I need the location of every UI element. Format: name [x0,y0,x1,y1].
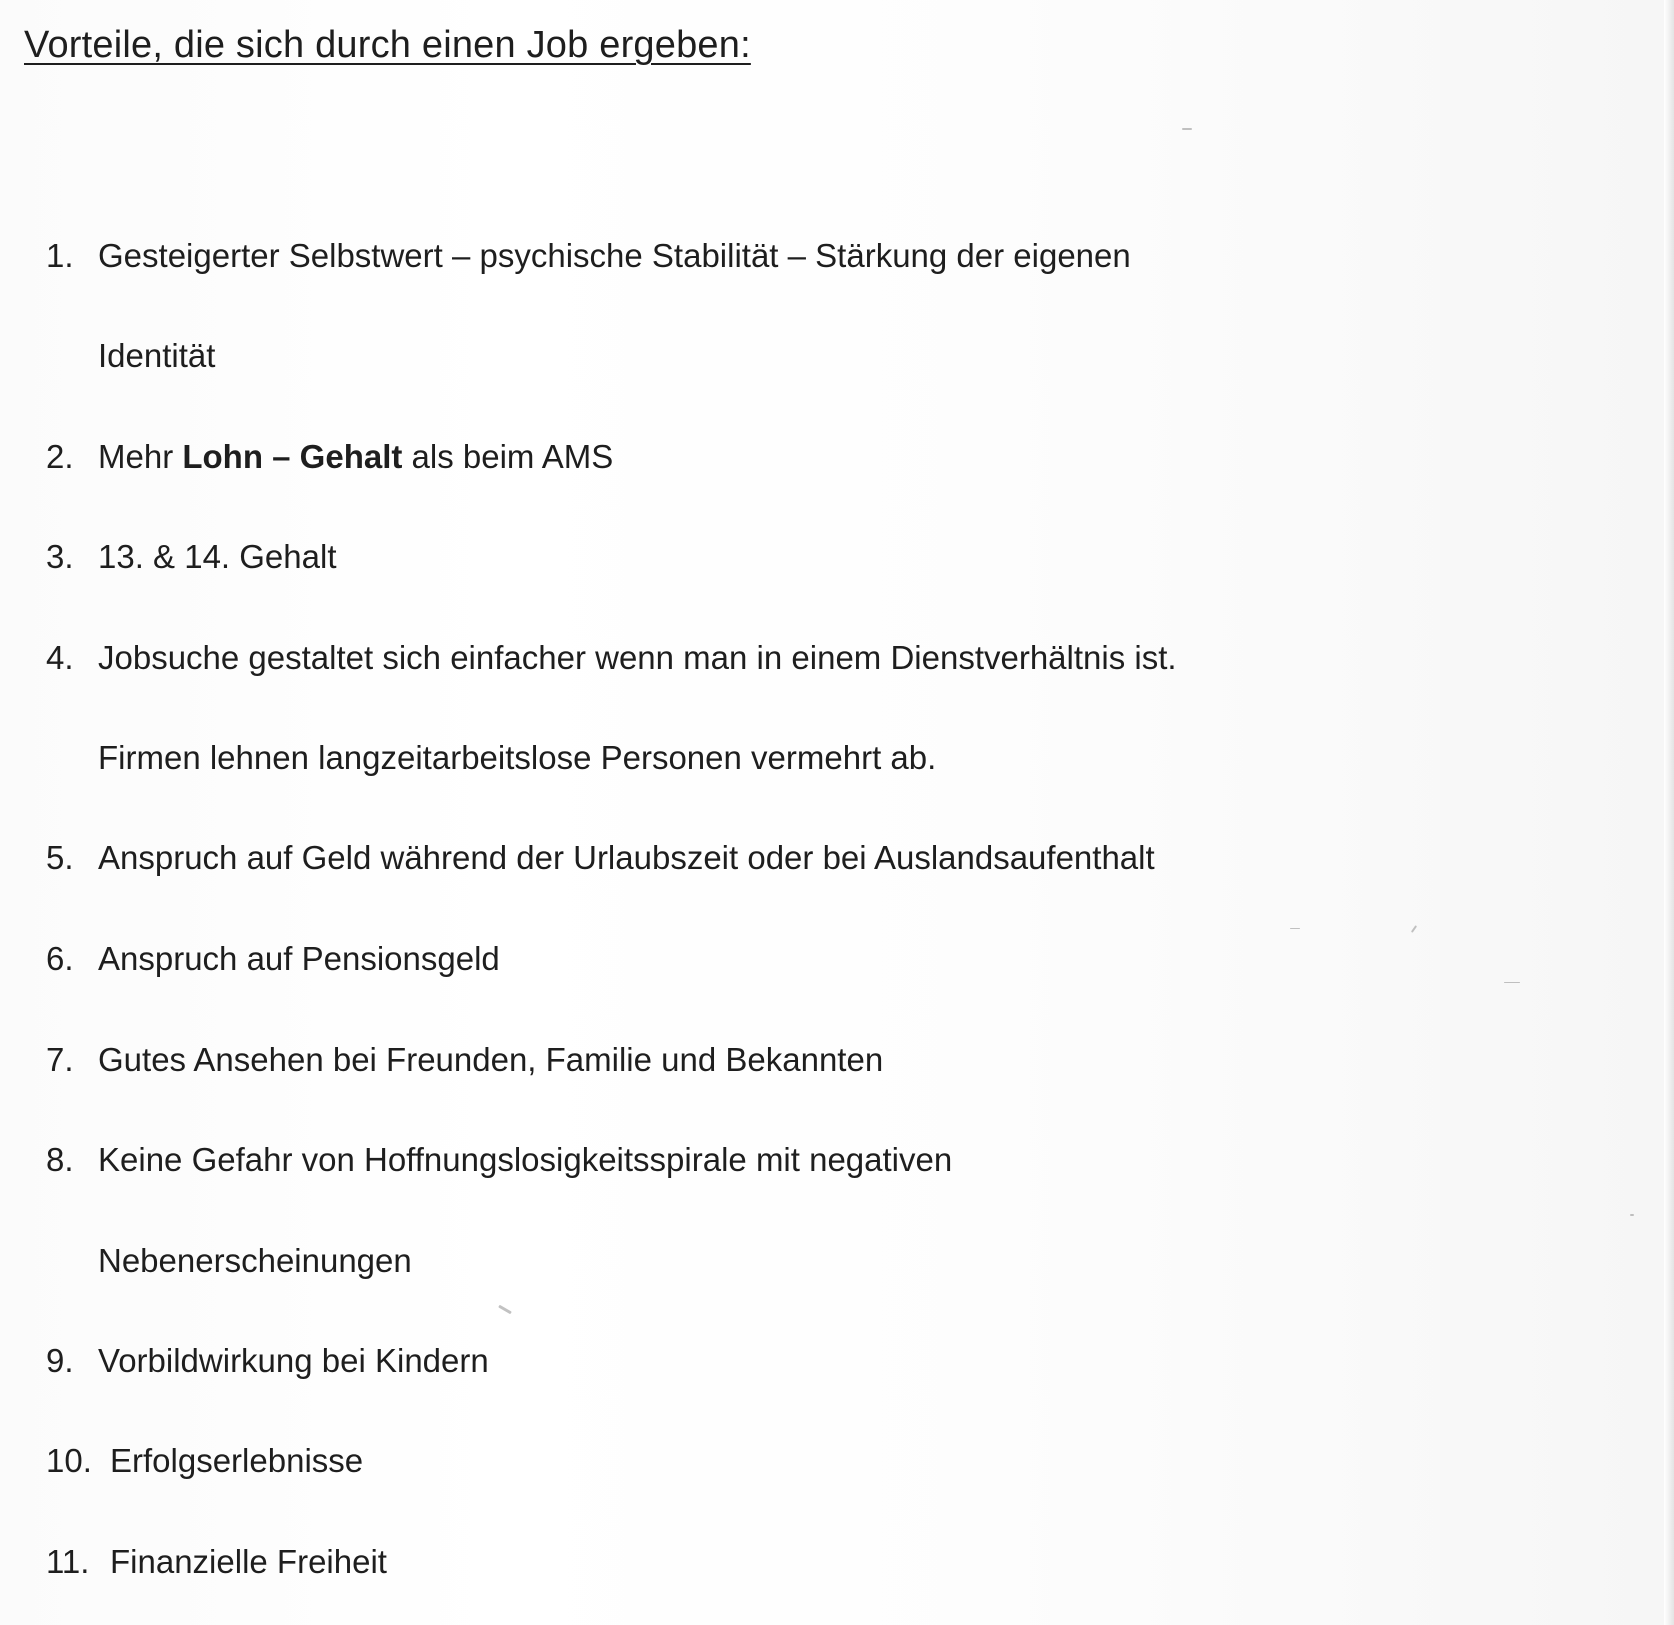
list-item-number: 9. [46,1342,74,1379]
list-item-text-continued: Nebenerscheinungen [98,1242,412,1279]
page-title: Vorteile, die sich durch einen Job ergeben: [24,24,751,66]
scan-speck [1504,982,1520,983]
list-item-text [98,437,613,477]
list-item-text: 13. & 14. Gehalt [98,538,337,575]
list-item-text: Finanzielle Freiheit [110,1543,387,1580]
scan-speck [1290,928,1300,929]
scan-speck [1182,128,1192,130]
list-item-number: 1. [46,237,74,274]
list-item-text: Gutes Ansehen bei Freunden, Familie und Bekannten [98,1041,884,1078]
list-item-number: 8. [46,1141,74,1178]
list-item-text-continued: Firmen lehnen langzeitarbeitslose Personen vermehrt ab. [98,739,937,776]
list-item-text-bold: Lohn – Gehalt [182,438,403,475]
list-item-number: 7. [46,1041,74,1078]
list-item-text-continued: Identität [98,337,216,374]
list-item-text: Jobsuche gestaltet sich einfacher wenn man in einem Dienstverhältnis ist. [98,639,1177,676]
list-item-text: Keine Gefahr von Hoffnungslosigkeitsspirale mit negativen [98,1141,953,1178]
list-item-text: Anspruch auf Geld während der Urlaubszeit oder bei Auslandsaufenthalt [98,839,1155,876]
list-item-number: 4. [46,639,74,676]
scan-speck [1630,1214,1634,1216]
list-item-text-post: als beim AMS [402,438,614,475]
list-item-text: Anspruch auf Pensionsgeld [98,940,500,977]
list-item-number: 5. [46,839,74,876]
list-item-text: Gesteigerter Selbstwert – psychische Stabilität – Stärkung der eigenen [98,237,1131,274]
list-item-number: 2. [46,438,74,475]
scan-speck [498,1305,512,1315]
page-edge-shadow [1664,0,1674,1625]
list-item-number: 11. [46,1543,90,1580]
list-item-number: 6. [46,940,74,977]
list-item-text-pre: Mehr [98,438,183,475]
list-item-text: Vorbildwirkung bei Kindern [98,1342,489,1379]
scan-speck [1411,925,1417,933]
list-item-number: 10. [46,1442,92,1479]
list-item-text: Erfolgserlebnisse [110,1442,364,1479]
list-item-number: 3. [46,538,74,575]
